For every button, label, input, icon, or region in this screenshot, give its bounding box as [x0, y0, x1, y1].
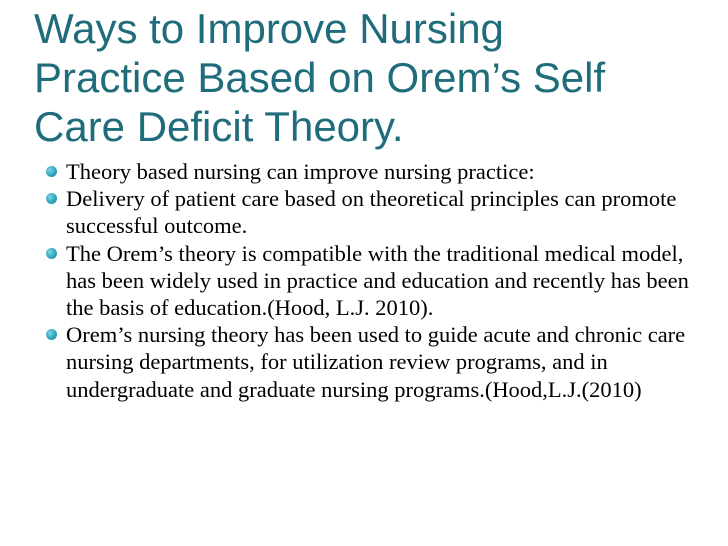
bullet-dot-icon [46, 193, 57, 204]
bullet-item [46, 321, 706, 403]
bullet-item [46, 240, 706, 322]
bullet-text: The Orem’s theory is compatible with the traditional medical model, has been widely used in practice and education and recently has been the basis of education.(Hood, L.J. 2010). [66, 240, 689, 321]
bullet-dot-icon [46, 166, 57, 177]
bullet-text: Orem’s nursing theory has been used to guide acute and chronic care nursing departments, for utilization review programs, and in undergraduate and graduate nursing programs.(Hood,L.J.(2010) [66, 322, 686, 402]
bullet-list [46, 158, 706, 403]
bullet-text: Theory based nursing can improve nursing practice: [66, 159, 535, 184]
bullet-dot-icon [46, 248, 57, 259]
title-line: Practice Based on Orem’s Self [34, 54, 606, 101]
title-line: Care Deficit Theory. [34, 103, 404, 150]
title-line: Ways to Improve Nursing [34, 5, 504, 52]
slide-title [34, 4, 714, 151]
bullet-text: Delivery of patient care based on theoretical principles can promote successful outcome. [66, 186, 677, 239]
bullet-dot-icon [46, 329, 57, 340]
bullet-item [46, 158, 706, 185]
bullet-item [46, 185, 706, 239]
